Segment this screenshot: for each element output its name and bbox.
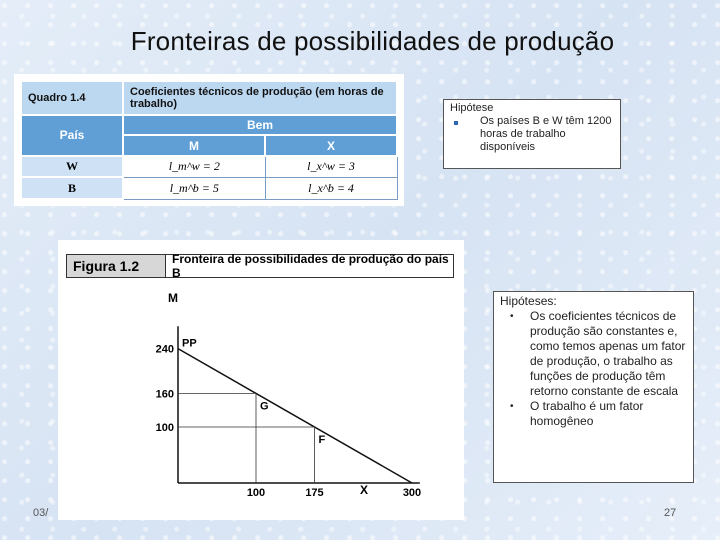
quadro-good-x: X <box>265 135 397 155</box>
y-tick-label: 240 <box>155 343 174 356</box>
hypothesis-box <box>443 99 621 169</box>
quadro-cell-w-m: l_m^w = 2 <box>123 156 265 178</box>
y-tick-label: 160 <box>155 388 174 401</box>
x-tick-label: 300 <box>402 487 422 499</box>
quadro-label: Quadro 1.4 <box>21 81 123 115</box>
quadro-row-header: País <box>21 115 123 156</box>
quadro-cell-b-m: l_m^b = 5 <box>123 177 265 199</box>
figure-caption: Fronteira de possibilidades de produção do país B <box>172 252 449 280</box>
page-number: 27 <box>664 507 677 519</box>
slide-title: Fronteiras de possibilidades de produção <box>130 26 615 56</box>
point-label-f: F <box>318 434 326 446</box>
hypotheses-heading: Hipóteses: <box>500 294 557 308</box>
list-item: • Os coeficientes técnicos de produção são constantes e, como temos apenas um fator de produção, o trabalho as funções de produção têm retorno constante de escala <box>500 309 687 399</box>
y-tick-label: 100 <box>155 422 174 434</box>
hypothesis-heading: Hipótese <box>450 102 494 114</box>
slide-date: 03/ <box>33 507 49 519</box>
table-row <box>21 177 397 199</box>
hypothesis-list <box>450 115 614 154</box>
quadro-country-b: B <box>21 177 123 199</box>
quadro-caption-row <box>21 81 397 115</box>
figure-label: Figura 1.2 <box>67 255 166 277</box>
x-tick-label: 175 <box>305 487 324 499</box>
quadro-header-row <box>21 115 397 135</box>
quadro-table <box>20 80 398 200</box>
table-row <box>21 156 397 178</box>
quadro-caption: Coeficientes técnicos de produção (em horas de trabalho) <box>123 81 397 115</box>
x-tick-label: 100 <box>246 487 266 499</box>
list-item: Os países B e W têm 1200 horas de trabalho disponíveis <box>450 115 614 154</box>
quadro-group-header: Bem <box>123 115 397 135</box>
ppf-chart <box>58 240 464 520</box>
ppf-line <box>178 349 412 483</box>
point-label-g: G <box>260 400 269 413</box>
quadro-good-m: M <box>123 135 265 155</box>
hypotheses-list <box>500 309 687 429</box>
hypotheses-box <box>493 291 694 483</box>
x-axis-label: X <box>360 483 369 497</box>
point-label-pp: PP <box>182 337 197 350</box>
figure-panel <box>58 240 464 520</box>
list-item: • O trabalho é um fator homogêneo <box>500 399 687 429</box>
quadro-table-panel <box>14 74 404 206</box>
quadro-cell-w-x: l_x^w = 3 <box>265 156 397 178</box>
y-axis-label: M <box>168 291 178 305</box>
quadro-cell-b-x: l_x^b = 4 <box>265 177 397 199</box>
quadro-country-w: W <box>21 156 123 178</box>
